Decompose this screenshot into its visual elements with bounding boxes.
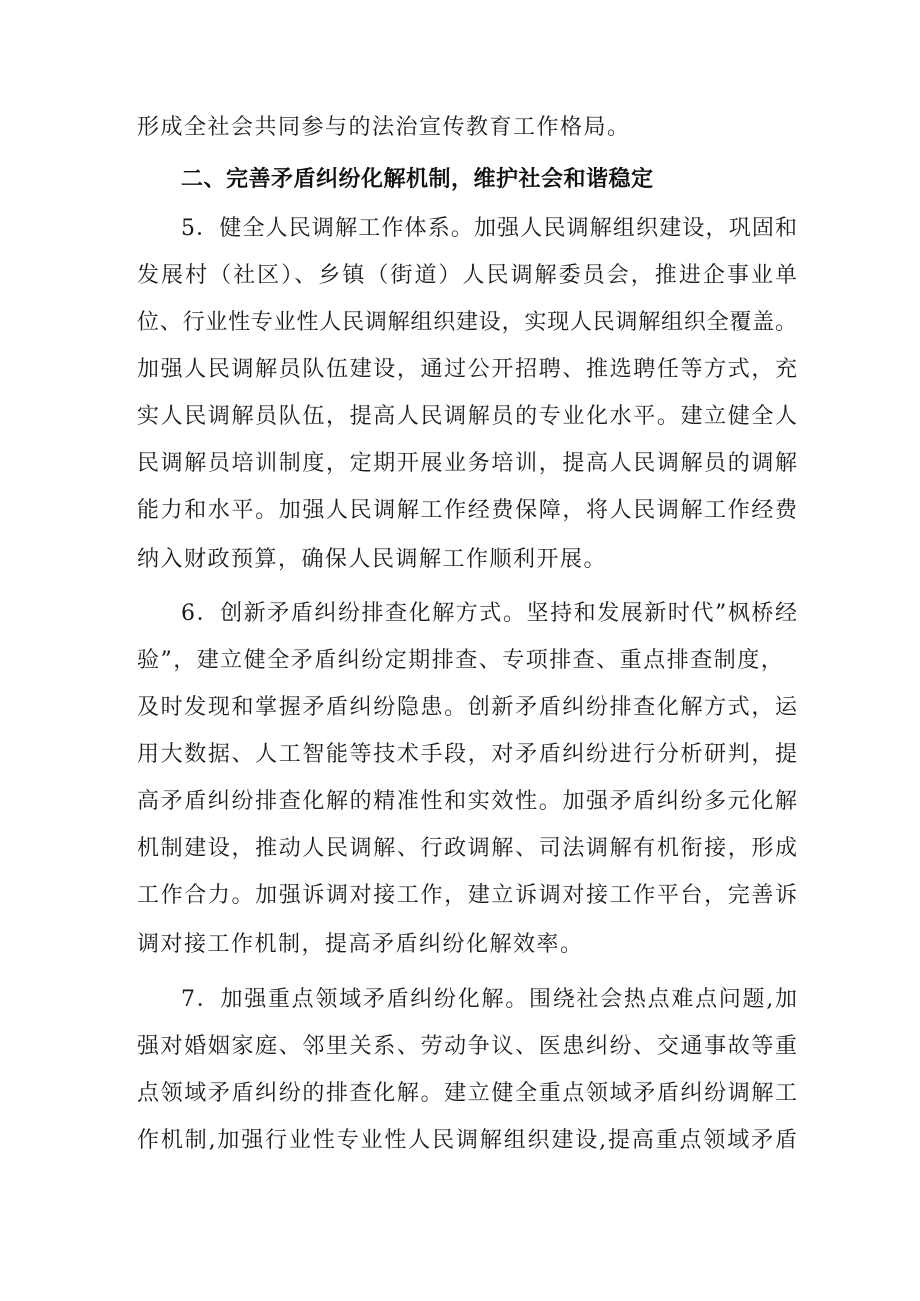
text-line: 纳入财政预算，确保人民调解工作顺利开展。 (137, 547, 608, 572)
text-line: 作机制,加强行业性专业性人民调解组织建设,提高重点领域矛盾 (137, 1128, 797, 1153)
section-heading: 二、完善矛盾纠纷化解机制，维护社会和谐稳定 (181, 167, 654, 192)
text-line: 形成全社会共同参与的法治宣传教育工作格局。 (137, 115, 631, 140)
text-line: 实人民调解员队伍，提高人民调解员的专业化水平。建立健全人 (137, 404, 797, 429)
text-line: 7．加强重点领域矛盾纠纷化解。围绕社会热点难点问题,加 (181, 987, 797, 1012)
text-line: 发展村（社区）、乡镇（街道）人民调解委员会，推进企事业单 (137, 263, 797, 288)
text-line: 调对接工作机制，提高矛盾纠纷化解效率。 (137, 932, 584, 957)
text-line: 点领域矛盾纠纷的排查化解。建立健全重点领域矛盾纠纷调解工 (137, 1081, 797, 1106)
text-line: 用大数据、人工智能等技术手段，对矛盾纠纷进行分析研判，提 (137, 742, 797, 767)
text-line: 强对婚姻家庭、邻里关系、劳动争议、医患纠纷、交通事故等重 (137, 1034, 797, 1059)
text-line: 加强人民调解员队伍建设，通过公开招聘、推选聘任等方式，充 (137, 357, 797, 382)
text-line: 及时发现和掌握矛盾纠纷隐患。创新矛盾纠纷排查化解方式，运 (137, 695, 797, 720)
text-line: 机制建设，推动人民调解、行政调解、司法调解有机衔接，形成 (137, 836, 797, 861)
text-line: 验”，建立健全矛盾纠纷定期排查、专项排查、重点排查制度， (137, 648, 785, 673)
text-line: 5．健全人民调解工作体系。加强人民调解组织建设，巩固和 (181, 216, 797, 241)
text-line: 民调解员培训制度，定期开展业务培训，提高人民调解员的调解 (137, 451, 797, 476)
text-line: 位、行业性专业性人民调解组织建设，实现人民调解组织全覆盖。 (137, 310, 797, 335)
text-line: 工作合力。加强诉调对接工作，建立诉调对接工作平台，完善诉 (137, 883, 797, 908)
text-line: 高矛盾纠纷排查化解的精准性和实效性。加强矛盾纠纷多元化解 (137, 789, 797, 814)
text-line: 能力和水平。加强人民调解工作经费保障，将人民调解工作经费 (137, 498, 797, 523)
text-line: 6．创新矛盾纠纷排查化解方式。坚持和发展新时代”枫桥经 (181, 601, 797, 626)
